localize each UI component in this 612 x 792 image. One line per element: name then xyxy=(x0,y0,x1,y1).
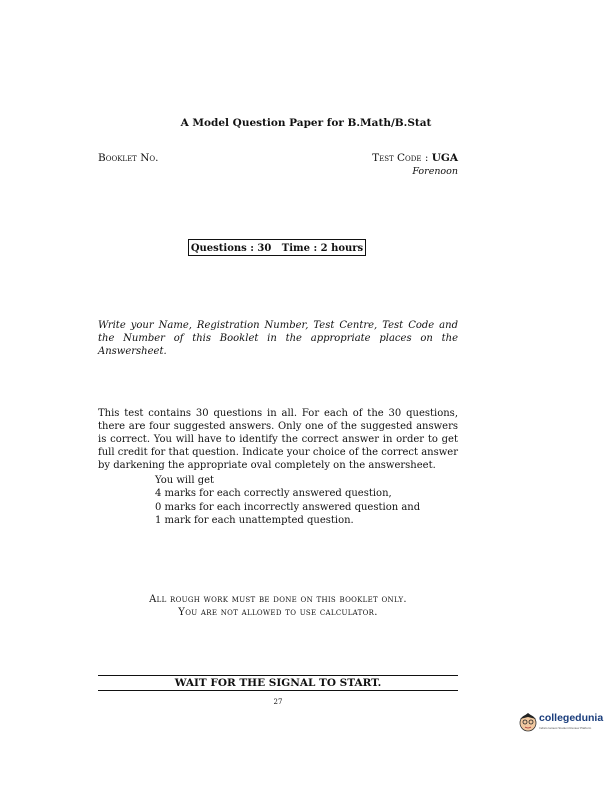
test-code-label: Test Code : xyxy=(372,152,429,164)
marking-line: 1 mark for each unattempted question. xyxy=(155,514,354,526)
bottom-divider xyxy=(98,690,458,691)
test-code xyxy=(372,152,458,164)
marking-scheme xyxy=(155,474,420,527)
marking-intro: You will get xyxy=(155,475,215,486)
test-code-value: UGA xyxy=(431,152,458,164)
answersheet-instruction: Write your Name, Registration Number, Test Centre, Test Code and the Number of this Booklet in the appropriate places on the Answersheet. xyxy=(98,320,458,357)
logo-tagline: India's largest Student Review Platform xyxy=(539,726,592,729)
notice-line: All rough work must be done on this booklet only. xyxy=(149,594,407,605)
rough-work-notice xyxy=(0,593,556,619)
questions-time-box: Questions : 30 Time : 2 hours xyxy=(188,239,366,256)
mascot-icon xyxy=(518,709,538,733)
top-divider xyxy=(98,675,458,676)
collegedunia-logo xyxy=(518,709,610,739)
logo-wordmark: collegedunia xyxy=(539,712,604,724)
booklet-number-label: Booklet No. xyxy=(98,152,159,164)
wait-signal: WAIT FOR THE SIGNAL TO START. xyxy=(174,677,382,689)
page-title: A Model Question Paper for B.Math/B.Stat xyxy=(180,117,432,129)
marking-line: 0 marks for each incorrectly answered question and xyxy=(155,501,421,513)
marking-line: 4 marks for each correctly answered question, xyxy=(155,488,392,500)
page-number: 27 xyxy=(273,698,283,706)
notice-line: You are not allowed to use calculator. xyxy=(178,607,378,618)
session-label: Forenoon xyxy=(412,166,458,177)
test-description: This test contains 30 questions in all. For each of the 30 questions, there are four suggested answers. Only one of the suggested answers is correct. You will have to identify the correct answer in order to get full credit for that question. Indicate your choice of the correct answer by darkening the appropriate oval completely on the answersheet. xyxy=(98,408,458,471)
